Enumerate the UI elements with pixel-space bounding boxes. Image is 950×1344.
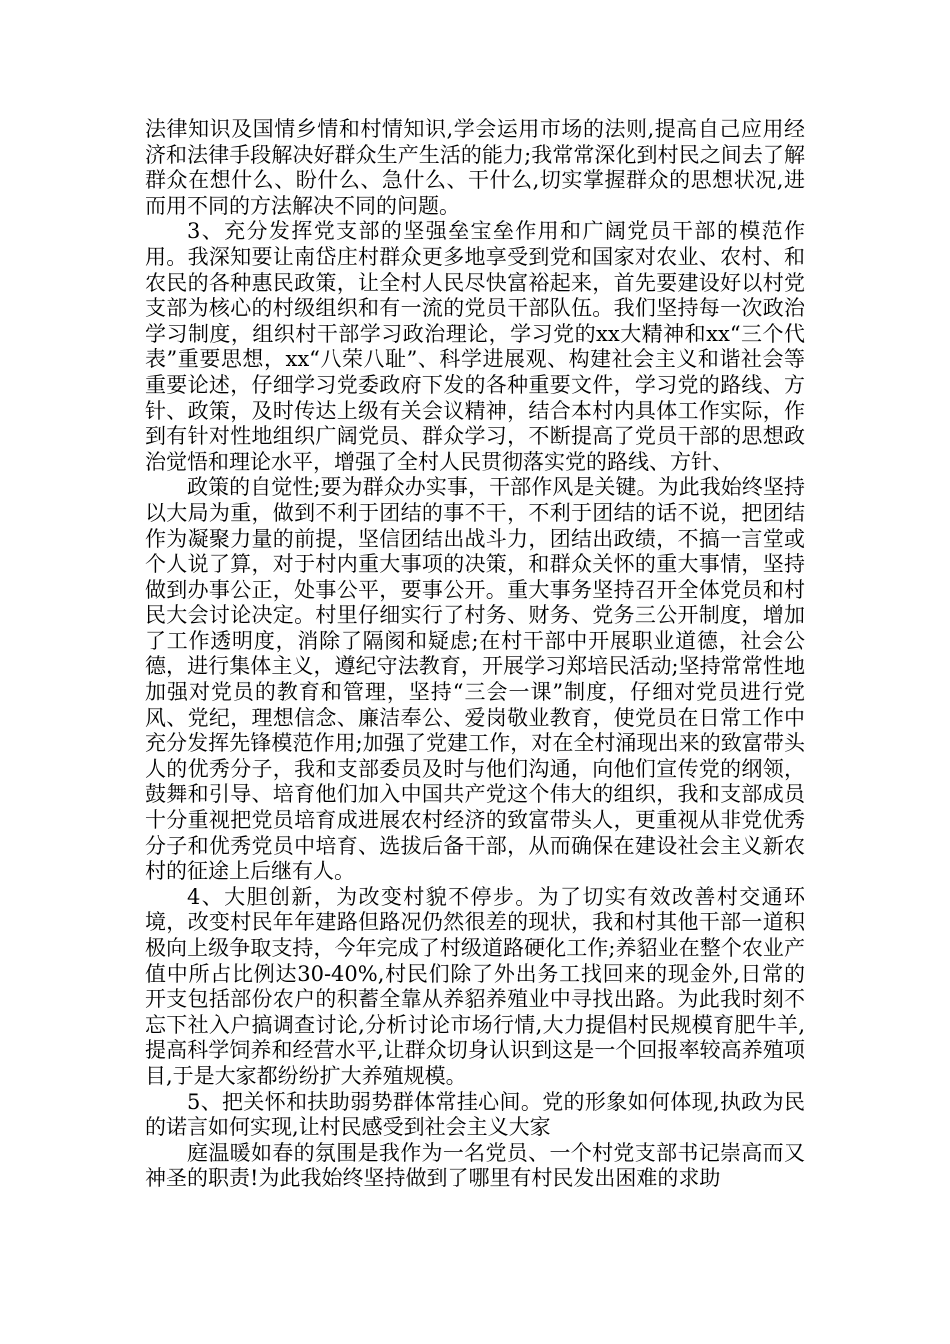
document-page bbox=[145, 117, 805, 1192]
paragraph-4: 4、大胆创新，为改变村貌不停步。为了切实有效改善村交通环境，改变村民年年建路但路况仍然很差的现状，我和村其他干部一道积极向上级争取支持，今年完成了村级道路硬化工作;养貂业在整个农业产值中所占比例达30-40%,村民们除了外出务工找回来的现金外,日常的开支包括部份农户的积蓄全靠从养貂养殖业中寻找出路。为此我时刻不忘下社入户搞调查讨论,分析讨论市场行情,大力提倡村民规模育肥牛羊,提高科学饲养和经营水平,让群众切身认识到这是一个回报率较高养殖项目,于是大家都纷纷扩大养殖规模。 bbox=[145, 884, 805, 1088]
paragraph-1: 法律知识及国情乡情和村情知识,学会运用市场的法则,提高自己应用经济和法律手段解决好群众生产生活的能力;我常常深化到村民之间去了解群众在想什么、盼什么、急什么、干什么,切实掌握群众的思想状况,进而用不同的方法解决不同的问题。 bbox=[145, 117, 805, 218]
paragraph-6: 庭温暖如春的氛围是我作为一名党员、一个村党支部书记崇高而又神圣的职责!为此我始终坚持做到了哪里有村民发出困难的求助 bbox=[145, 1140, 805, 1191]
paragraph-3: 政策的自觉性;要为群众办实事，干部作风是关键。为此我始终坚持以大局为重，做到不利于团结的事不干，不利于团结的话不说，把团结作为凝聚力量的前提，坚信团结出战斗力，团结出政绩，不搞一言堂或个人说了算，对于村内重大事项的决策，和群众关怀的重大事情，坚持做到办事公正，处事公平，要事公开。重大事务坚持召开全体党员和村民大会讨论决定。村里仔细实行了村务、财务、党务三公开制度，增加了工作透明度，消除了隔阂和疑虑;在村干部中开展职业道德，社会公德，进行集体主义，遵纪守法教育，开展学习郑培民活动;坚持常常性地加强对党员的教育和管理，坚持“三会一课”制度，仔细对党员进行党风、党纪，理想信念、廉洁奉公、爱岗敬业教育，使党员在日常工作中充分发挥先锋模范作用;加强了党建工作，对在全村涌现出来的致富带头人的优秀分子，我和支部委员及时与他们沟通，向他们宣传党的纲领，鼓舞和引导、培育他们加入中国共产党这个伟大的组织，我和支部成员十分重视把党员培育成进展农村经济的致富带头人，更重视从非党优秀分子和优秀党员中培育、选拔后备干部，从而确保在建设社会主义新农村的征途上后继有人。 bbox=[145, 475, 805, 884]
paragraph-5: 5、把关怀和扶助弱势群体常挂心间。党的形象如何体现,执政为民的诺言如何实现,让村民感受到社会主义大家 bbox=[145, 1089, 805, 1140]
paragraph-2: 3、充分发挥党支部的坚强垒宝垒作用和广阔党员干部的模范作用。我深知要让南岱庄村群众更多地享受到党和国家对农业、农村、和农民的各种惠民政策，让全村人民尽快富裕起来，首先要建设好以村党支部为核心的村级组织和有一流的党员干部队伍。我们坚持每一次政治学习制度，组织村干部学习政治理论，学习党的xx大精神和xx“三个代表”重要思想，xx“八荣八耻”、科学进展观、构建社会主义和谐社会等重要论述，仔细学习党委政府下发的各种重要文件，学习党的路线、方针、政策，及时传达上级有关会议精神，结合本村内具体工作实际，作到有针对性地组织广阔党员、群众学习，不断提高了党员干部的思想政治觉悟和理论水平，增强了全村人民贯彻落实党的路线、方针、 bbox=[145, 219, 805, 474]
